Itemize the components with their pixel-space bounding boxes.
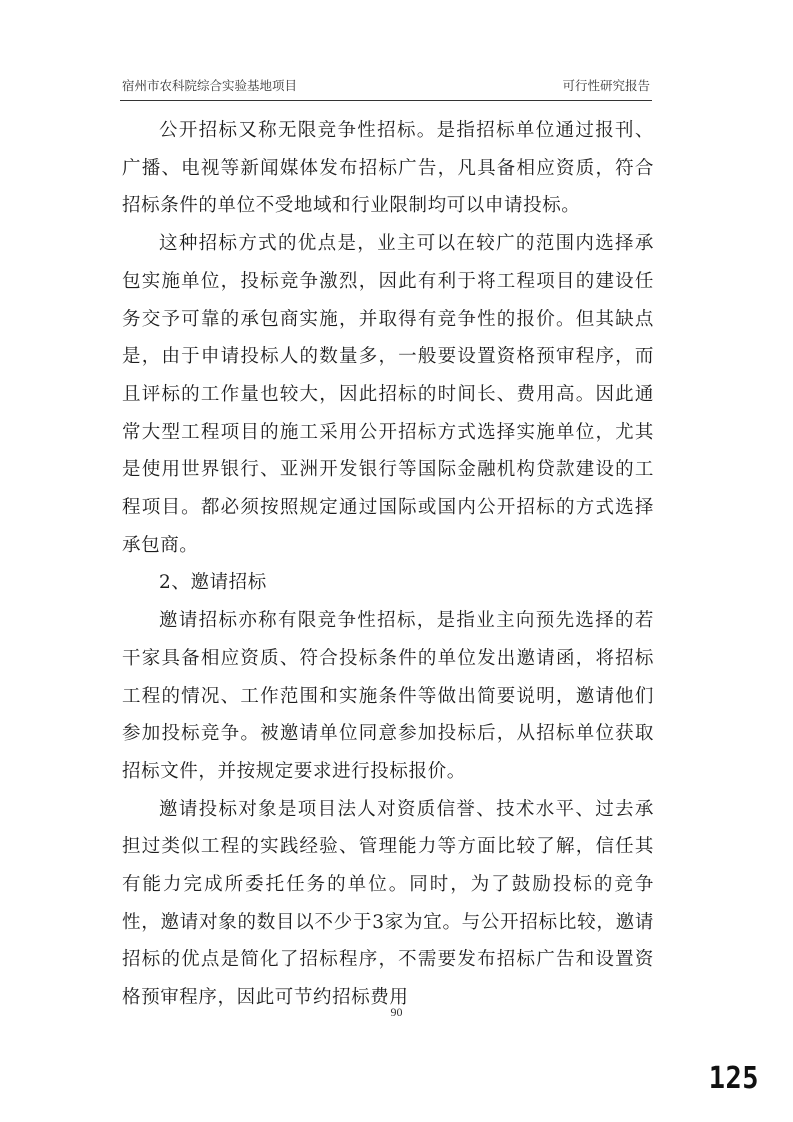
page-number: 90 bbox=[390, 1005, 403, 1019]
header-divider bbox=[120, 100, 652, 101]
paragraph-public-tender: 公开招标又称无限竞争性招标。是指招标单位通过报刊、广播、电视等新闻媒体发布招标广告，凡具备相应资质，符合招标条件的单位不受地域和行业限制均可以申请投标。 bbox=[122, 120, 654, 217]
header-report-title: 可行性研究报告 bbox=[562, 78, 650, 93]
page-header bbox=[122, 74, 650, 96]
paragraph-invited-tender: 邀请招标亦称有限竞争性招标，是指业主向预先选择的若干家具备相应资质、符合投标条件的单位发出邀请函，将招标工程的情况、工作范围和实施条件等做出简要说明，邀请他们参加投标竞争。被邀请单位同意参加投标后，从招标单位获取招标文件，并按规定要求进行投标报价。 bbox=[122, 610, 654, 782]
document-body bbox=[122, 112, 654, 1017]
paragraph-invited-tender-targets: 邀请投标对象是项目法人对资质信誉、技术水平、过去承担过类似工程的实践经验、管理能力等方面比较了解，信任其有能力完成所委托任务的单位。同时，为了鼓励投标的竞争性，邀请对象的数目以不少于3家为宜。与公开招标比较，邀请招标的优点是简化了招标程序，不需要发布招标广告和设置资格预审程序，因此可节约招标费用 bbox=[122, 798, 654, 1009]
stamped-page-number: 125 bbox=[708, 1061, 759, 1096]
section-heading-invited-tender: 2、邀请招标 bbox=[159, 572, 267, 594]
paragraph-public-tender-pros-cons: 这种招标方式的优点是，业主可以在较广的范围内选择承包实施单位，投标竞争激烈，因此有利于将工程项目的建设任务交予可靠的承包商实施，并取得有竞争性的报价。但其缺点是，由于申请投标人的数量多，一般要设置资格预审程序，而且评标的工作量也较大，因此招标的时间长、费用高。因此通常大型工程项目的施工采用公开招标方式选择实施单位，尤其是使用世界银行、亚洲开发银行等国际金融机构贷款建设的工程项目。都必须按照规定通过国际或国内公开招标的方式选择承包商。 bbox=[122, 233, 654, 556]
header-project-title: 宿州市农科院综合实验基地项目 bbox=[122, 78, 298, 93]
